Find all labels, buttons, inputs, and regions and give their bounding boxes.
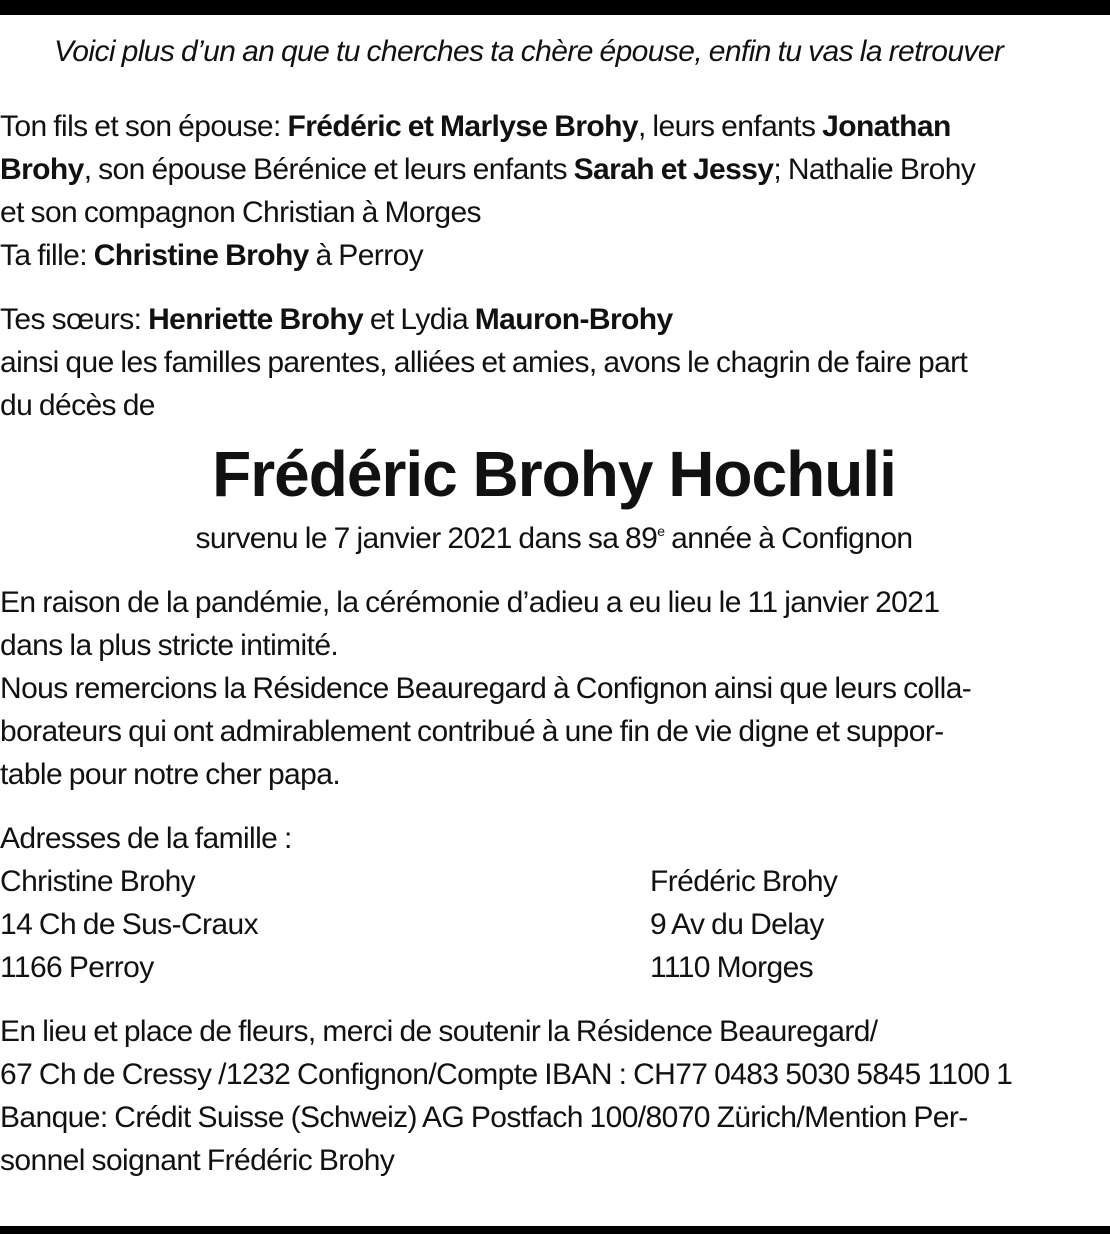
epitaph-quote: Voici plus d’un an que tu cherches ta chère épouse, enfin tu vas la retrouver bbox=[54, 35, 1004, 68]
daughter-line bbox=[0, 234, 1108, 277]
address-left-name: Christine Brohy bbox=[0, 865, 196, 898]
family-line-2 bbox=[0, 148, 1108, 191]
address-right-city: 1110 Morges bbox=[650, 951, 814, 984]
spacer bbox=[0, 277, 1108, 298]
ordinal-suffix: e bbox=[657, 523, 665, 539]
daughter-place: à Perroy bbox=[308, 239, 424, 272]
son-intro: Ton fils et son épouse: bbox=[0, 110, 288, 143]
family-line-3: et son compagnon Christian à Morges bbox=[0, 196, 481, 229]
sisters-section bbox=[0, 298, 1108, 427]
donation-line-2: 67 Ch de Cressy /1232 Confignon/Compte IBAN : CH77 0483 5030 5845 1100 1 bbox=[0, 1058, 1013, 1091]
family-line-1 bbox=[0, 105, 1108, 148]
top-border-rule bbox=[0, 0, 1110, 15]
address-left-city: 1166 Perroy bbox=[0, 951, 154, 984]
grandson-first-name: Jonathan bbox=[822, 110, 951, 143]
address-row bbox=[0, 946, 1108, 989]
death-text-before: survenu le 7 janvier 2021 dans sa 89 bbox=[195, 522, 658, 555]
great-grandchildren: Sarah et Jessy bbox=[573, 153, 774, 186]
address-row bbox=[0, 860, 1108, 903]
families-line: ainsi que les familles parentes, alliées et amies, avons le chagrin de faire part bbox=[0, 346, 968, 379]
thanks-line-3: table pour notre cher papa. bbox=[0, 758, 341, 791]
daughter-name: Christine Brohy bbox=[93, 239, 309, 272]
obituary-notice bbox=[0, 30, 1108, 1182]
thanks-line-1: Nous remercions la Résidence Beauregard à Confignon ainsi que leurs colla- bbox=[0, 672, 972, 705]
sister-henriette: Henriette Brohy bbox=[148, 303, 364, 336]
son-names: Frédéric et Marlyse Brohy bbox=[287, 110, 638, 143]
address-left-street: 14 Ch de Sus-Craux bbox=[0, 908, 259, 941]
donation-section bbox=[0, 1010, 1108, 1182]
spacer bbox=[0, 560, 1108, 581]
grandson-last-name: Brohy bbox=[0, 153, 84, 186]
sisters-line bbox=[0, 298, 1108, 341]
sisters-and: et Lydia bbox=[363, 303, 475, 336]
sisters-intro: Tes sœurs: bbox=[0, 303, 149, 336]
deceased-name: Frédéric Brohy Hochuli bbox=[212, 438, 896, 510]
death-text-after: année à Confignon bbox=[664, 522, 913, 555]
death-details bbox=[0, 517, 1108, 560]
grandson-spouse: , son épouse Bérénice et leurs enfants bbox=[83, 153, 574, 186]
spacer bbox=[0, 796, 1108, 817]
address-right-street: 9 Av du Delay bbox=[650, 908, 824, 941]
daughter-intro: Ta fille: bbox=[0, 239, 94, 272]
ceremony-line-1: En raison de la pandémie, la cérémonie d’adieu a eu lieu le 11 janvier 2021 bbox=[0, 586, 940, 619]
addresses-heading: Adresses de la famille : bbox=[0, 822, 292, 855]
addresses-section bbox=[0, 817, 1108, 989]
deceased-intro: du décès de bbox=[0, 389, 155, 422]
grandchildren-intro: , leurs enfants bbox=[637, 110, 823, 143]
address-right-name: Frédéric Brohy bbox=[650, 865, 838, 898]
family-section bbox=[0, 105, 1108, 277]
address-row bbox=[0, 903, 1108, 946]
thanks-line-2: borateurs qui ont admirablement contribué à une fin de vie digne et suppor- bbox=[0, 715, 944, 748]
ceremony-section bbox=[0, 581, 1108, 796]
bottom-border-rule bbox=[0, 1226, 1110, 1234]
spacer bbox=[0, 989, 1108, 1010]
donation-line-4: sonnel soignant Frédéric Brohy bbox=[0, 1144, 395, 1177]
sister-mauron: Mauron-Brohy bbox=[474, 303, 673, 336]
ceremony-line-2: dans la plus stricte intimité. bbox=[0, 629, 339, 662]
nathalie-name: ; Nathalie Brohy bbox=[773, 153, 976, 186]
donation-line-1: En lieu et place de fleurs, merci de soutenir la Résidence Beauregard/ bbox=[0, 1015, 878, 1048]
donation-line-3: Banque: Crédit Suisse (Schweiz) AG Postfach 100/8070 Zürich/Mention Per- bbox=[0, 1101, 968, 1134]
